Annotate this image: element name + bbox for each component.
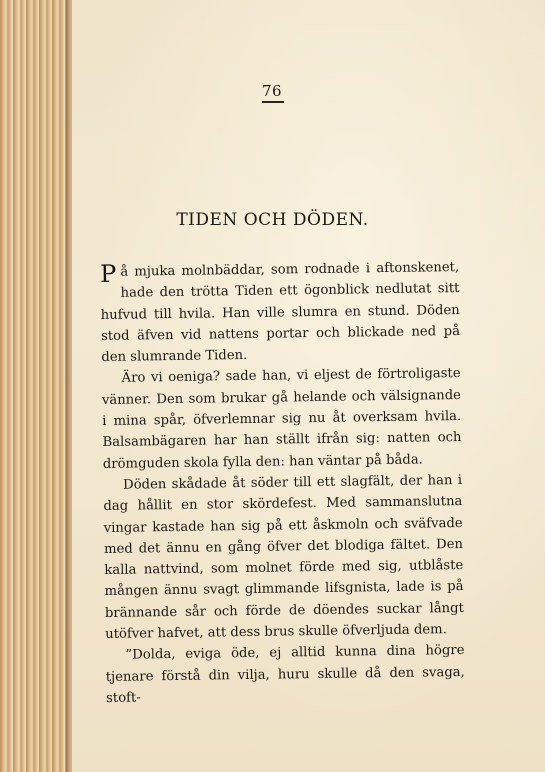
paragraph-2: Äro vi oeniga? sade han, vi eljest de förtroligaste vänner. Den som brukar gå helande och välsignande i mina spår, öfverlemnar sig nu åt overksam hvila. Balsambägaren har han ställt ifrån sig: natten och drömguden skola fylla den: han väntar på båda. xyxy=(101,366,462,472)
paragraph-1 xyxy=(100,257,460,368)
page-number: 76 xyxy=(262,82,283,100)
paragraph-4: ”Dolda, eviga öde, ej alltid kunna dina högre tjenare förstå din vilja, huru skulle då den svaga, stoft- xyxy=(105,643,465,706)
paragraph-3: Döden skådade åt söder till ett slagfält, der han i dag hållit en stor skördefest. Med sammanslutna vingar kastade han sig på ett åskmoln och sväfvade med det ännu en gång öfver det blodiga fältet. Den kalla nattvind, som molnet förde med sig, utblåste mången ännu svagt glimmande lifsgnista, lade is på brännande sår och förde de döendes suckar långt utöfver hafvet, att dess brus skulle öfverljuda dem. xyxy=(103,472,464,643)
page-edges xyxy=(0,0,74,772)
paragraph-1-text: å mjuka molnbäddar, som rodnade i aftonskenet, hade den trötta Tiden ett ögonblick nedlutat sitt hufvud till hvila. Han ville slumra en stund. Döden stod äfven vid nattens portar och blickade ned på den slumrande Tiden. xyxy=(100,259,461,366)
page-number-underline xyxy=(262,101,284,103)
drop-cap: P xyxy=(99,259,117,288)
chapter-title: TIDEN OCH DÖDEN. xyxy=(176,210,369,230)
body-text xyxy=(100,257,465,709)
